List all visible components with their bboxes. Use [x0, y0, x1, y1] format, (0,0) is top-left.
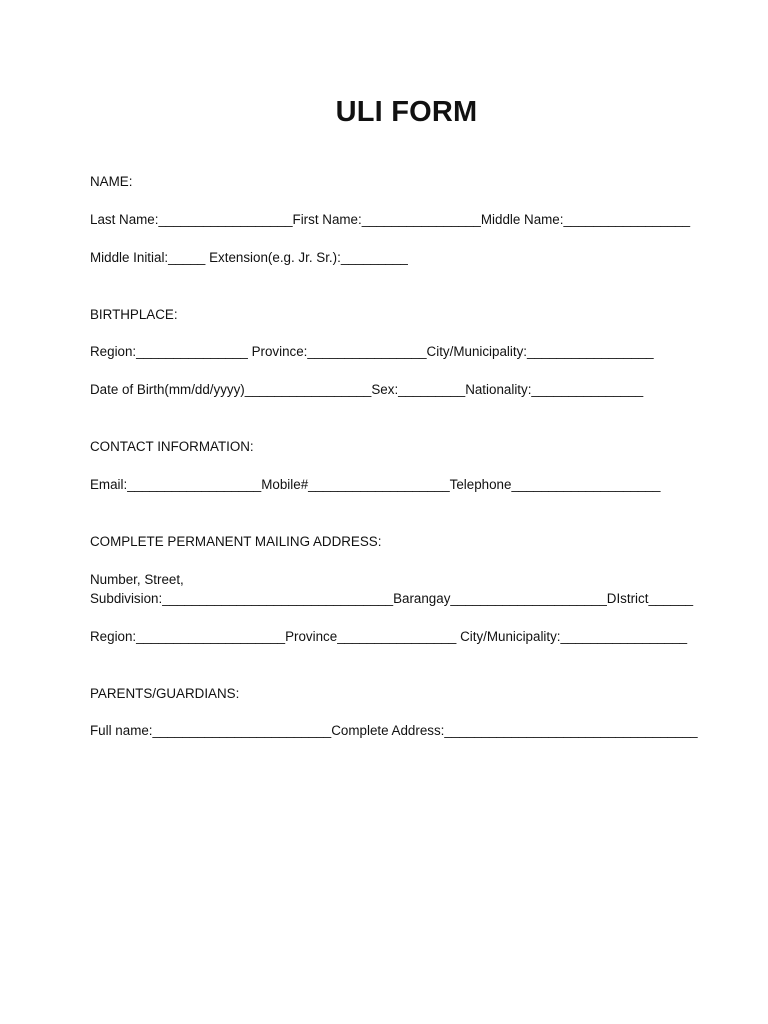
address-section-heading: COMPLETE PERMANENT MAILING ADDRESS:	[90, 534, 382, 549]
address-subdivision-row: Subdivision:_______________________________Barangay_____________________DIstrict______	[90, 591, 694, 606]
parents-fields-row: Full name:________________________Complete Address:__________________________________	[90, 723, 698, 738]
birthplace-location-row: Region:_______________ Province:________________City/Municipality:_________________	[90, 344, 654, 359]
name-section-heading: NAME:	[90, 174, 133, 189]
initial-extension-row: Middle Initial:_____ Extension(e.g. Jr. Sr.):_________	[90, 250, 408, 265]
contact-fields-row: Email:__________________Mobile#___________________Telephone____________________	[90, 477, 661, 492]
birthplace-section-heading: BIRTHPLACE:	[90, 307, 178, 322]
contact-section-heading: CONTACT INFORMATION:	[90, 439, 254, 454]
address-street-label: Number, Street,	[90, 572, 184, 587]
birth-details-row: Date of Birth(mm/dd/yyyy)_________________Sex:_________Nationality:_______________	[90, 382, 644, 397]
address-region-row: Region:____________________Province________________ City/Municipality:_________________	[90, 629, 688, 644]
form-title: ULI FORM	[335, 96, 478, 128]
name-fields-row: Last Name:__________________First Name:________________Middle Name:_________________	[90, 212, 691, 227]
parents-section-heading: PARENTS/GUARDIANS:	[90, 686, 240, 701]
